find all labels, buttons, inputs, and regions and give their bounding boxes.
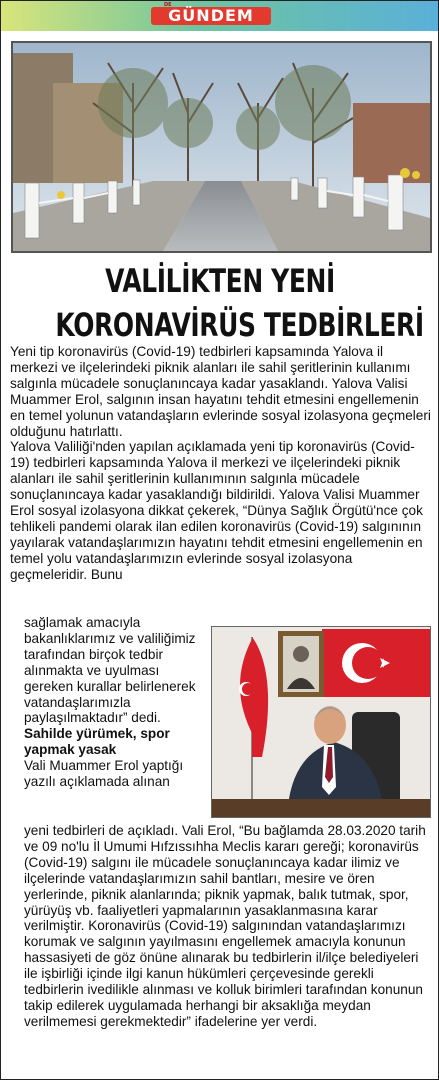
governor-illustration <box>212 627 430 817</box>
section-title: GÜNDEM <box>151 7 271 25</box>
headline-line-1: VALİLİKTEN YENİ <box>105 262 335 300</box>
headline-line-2: KORONAVİRÜS TEDBİRLERİ <box>55 306 424 344</box>
narrow-text-2: Vali Muammer Erol yaptığı yazılı açıklamada alınan <box>24 758 184 790</box>
section-header-bar <box>1 1 438 31</box>
tail-text: yeni tedbirleri de açıkladı. Vali Erol, “Bu bağlamda 28.03.2020 tarih ve 09 no'lu İl Umumi Hıfzıssıhha Meclis kararı gereği; koronavirüs (Covid-19) salgını ile mücadele sonuçlanıncaya kadar ilimiz ve ilçelerinde vatandaşlarımızın sahil bantları, mesire ve ören yerlerinde, piknik alanlarında; piknik yapmak, balık tutmak, spor, yürüyüş vb. faaliyetleri yapmalarının yasaklanmasına karar verilmiştir. Koronavirüs (Covid-19) salgınından vatandaşlarımızı korumak ve salgının yayılmasını engellemek amacıyla konunun hassasiyeti de göz önüne alınarak bu tedbirlerin il/ilçe belediyeleri ile işbirliği içinde ilgi kanun hükümleri çerçevesinde gerekli tedbirlerin ivedilikle alınması ve kolluk birimleri tarafından konunun takip edilerek uygulamada herhangi bir aksaklığa meydan verilmemesi gerekmektedir” ifadelerine yer verdi. <box>24 823 426 1029</box>
street-illustration <box>13 43 430 251</box>
narrow-text: sağlamak amacıyla bakanlıklarımız ve valiliğimiz tarafından birçok tedbir alınmakta ve uyulması gereken kurallar belirlenerek vatandaşlarımızla paylaşılmaktadır” dedi. <box>24 615 196 726</box>
section-small-label: DE <box>164 2 172 8</box>
article-tail <box>24 823 431 1030</box>
headline <box>55 259 424 347</box>
narrow-column <box>24 615 206 790</box>
governor-photo <box>211 626 431 818</box>
subheading: Sahilde yürümek, spor yapmak yasak <box>24 726 170 758</box>
street-photo <box>11 41 432 253</box>
body-paragraph-2: Yalova Valiliği'nden yapılan açıklamada yeni tip koronavirüs (Covid-19) tedbirleri kapsamında Yalova il merkezi ve ilçelerindeki piknik alanları ile sahil şeritlerinin kullanımının salgınla mücadele sonuçlanıncaya kadar yasaklandığı bildirildi. Yalova Valisi Muammer Erol sosyal izolasyona dikkat çekerek, “Dünya Sağlık Örgütü'nce çok tehlikeli pandemi olarak ilan edilen koronavirüs (Covid-19) salgınının yayılarak vatandaşlarımızın hayatını tehdit etmesini engellemenin en temel yolu vatandaşlarımızın evlerinde sosyal izolasyona geçmeleridir. Bunu <box>10 439 423 582</box>
body-paragraph-1: Yeni tip koronavirüs (Covid-19) tedbirleri kapsamında Yalova il merkezi ve ilçelerindeki piknik alanları ile sahil şeritlerinin kullanımı salgınla mücadele sonuçlanıncaya kadar yasaklandı. Yalova Valisi Muammer Erol, salgının insan hayatını tehdit etmesini engellemenin en temel yolunun vatandaşların evlerinde sosyal izolasyona geçmeleri olduğunu hatırlattı. <box>10 344 431 439</box>
article-body <box>10 344 431 583</box>
